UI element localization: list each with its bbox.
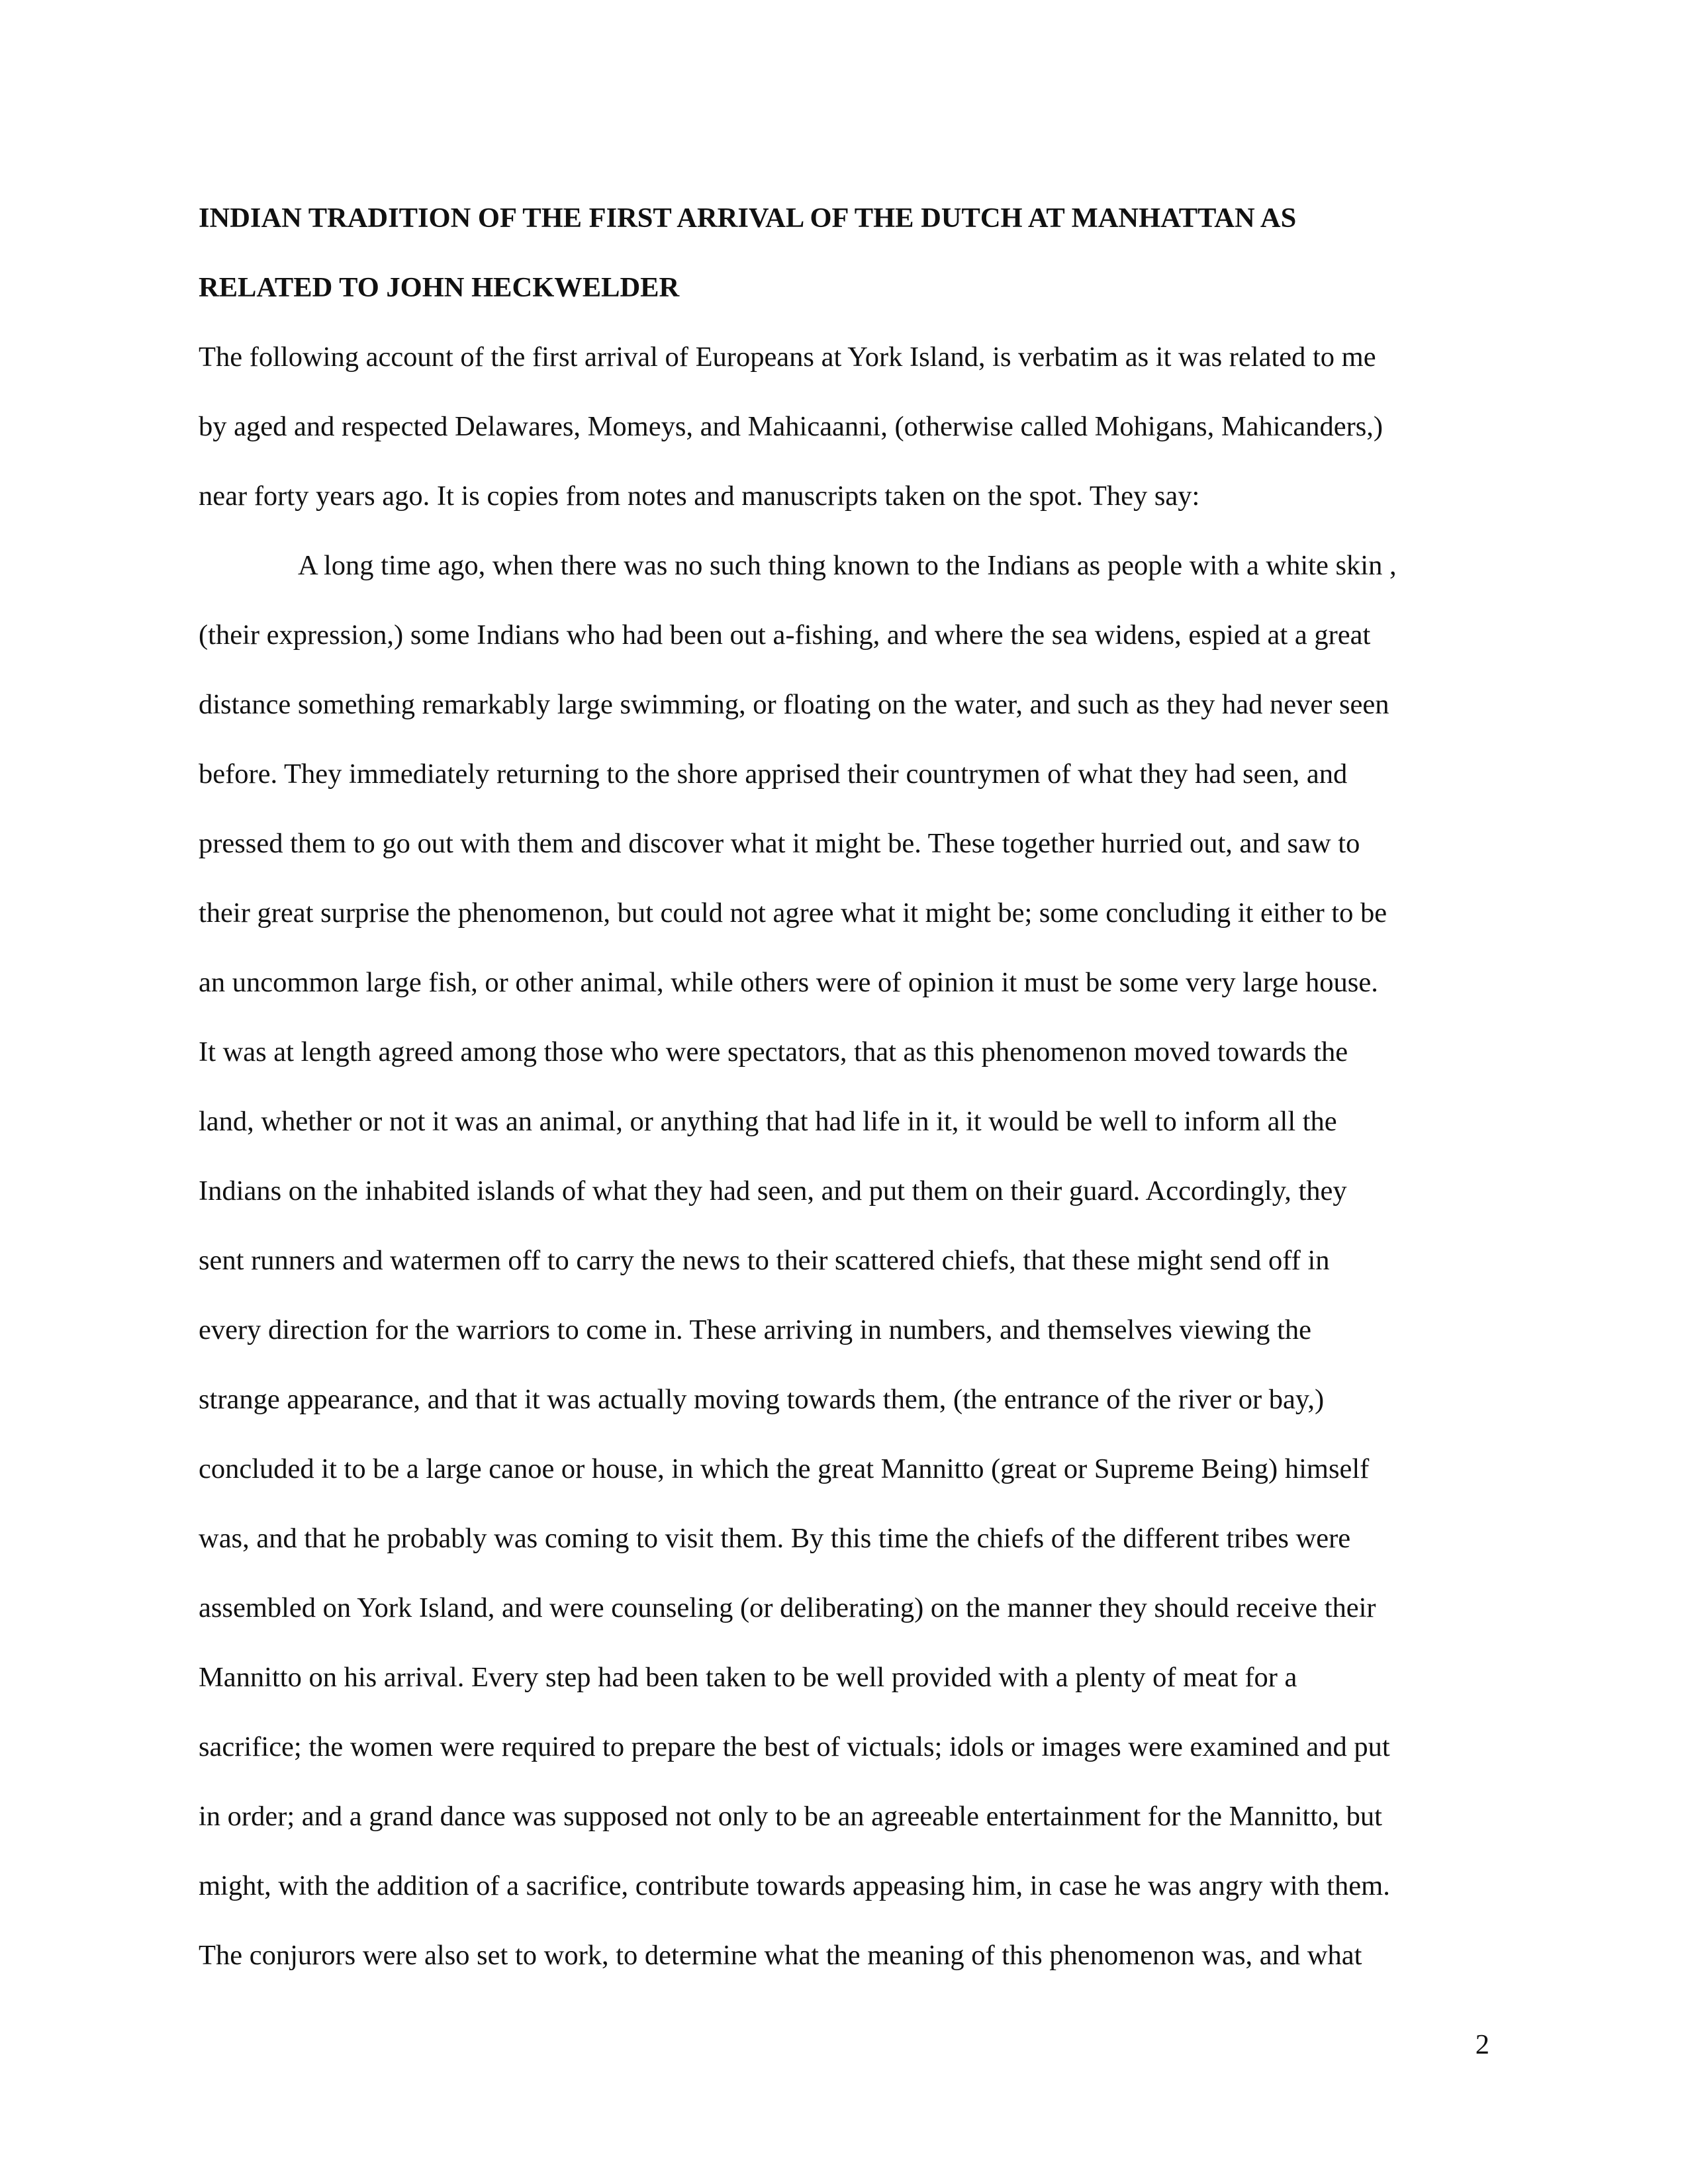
document-body xyxy=(199,197,1506,2004)
body-line: A long time ago, when there was no such thing known to the Indians as people with a white skin , xyxy=(298,550,1397,581)
body-line: sacrifice; the women were required to prepare the best of victuals; idols or images were examined and put xyxy=(199,1731,1390,1762)
body-line: sent runners and watermen off to carry the news to their scattered chiefs, that these might send off in xyxy=(199,1245,1330,1276)
body-line: The conjurors were also set to work, to determine what the meaning of this phenomenon was, and what xyxy=(199,1940,1362,1971)
page-number: 2 xyxy=(1475,2029,1489,2060)
title-line: INDIAN TRADITION OF THE FIRST ARRIVAL OF THE DUTCH AT MANHATTAN AS xyxy=(199,203,1297,234)
body-line: in order; and a grand dance was supposed not only to be an agreeable entertainment for the Mannitto, but xyxy=(199,1801,1382,1832)
intro-line: by aged and respected Delawares, Momeys, and Mahicaanni, (otherwise called Mohigans, Mahicanders,) xyxy=(199,411,1383,442)
body-line: Indians on the inhabited islands of what they had seen, and put them on their guard. Accordingly, they xyxy=(199,1175,1347,1206)
body-line: before. They immediately returning to the shore apprised their countrymen of what they had seen, and xyxy=(199,758,1348,790)
title-line: RELATED TO JOHN HECKWELDER xyxy=(199,272,680,303)
body-line: assembled on York Island, and were counseling (or deliberating) on the manner they should receive their xyxy=(199,1592,1376,1623)
body-line: was, and that he probably was coming to visit them. By this time the chiefs of the different tribes were xyxy=(199,1523,1351,1554)
body-line: strange appearance, and that it was actually moving towards them, (the entrance of the river or bay,) xyxy=(199,1384,1325,1415)
body-line: concluded it to be a large canoe or house, in which the great Mannitto (great or Supreme Being) himself xyxy=(199,1453,1370,1484)
intro-line: The following account of the first arrival of Europeans at York Island, is verbatim as it was related to me xyxy=(199,341,1376,373)
body-line: Mannitto on his arrival. Every step had been taken to be well provided with a plenty of meat for a xyxy=(199,1662,1297,1693)
body-line: land, whether or not it was an animal, or anything that had life in it, it would be well to inform all the xyxy=(199,1106,1337,1137)
body-line: It was at length agreed among those who were spectators, that as this phenomenon moved towards the xyxy=(199,1036,1348,1068)
body-line: distance something remarkably large swimming, or floating on the water, and such as they had never seen xyxy=(199,689,1389,720)
body-line: every direction for the warriors to come in. These arriving in numbers, and themselves viewing the xyxy=(199,1314,1312,1345)
body-line: might, with the addition of a sacrifice, contribute towards appeasing him, in case he was angry with them. xyxy=(199,1870,1390,1901)
body-line: their great surprise the phenomenon, but could not agree what it might be; some concluding it either to be xyxy=(199,897,1387,929)
intro-line: near forty years ago. It is copies from notes and manuscripts taken on the spot. They say: xyxy=(199,480,1200,512)
body-line: (their expression,) some Indians who had been out a-fishing, and where the sea widens, espied at a great xyxy=(199,619,1371,651)
body-line: an uncommon large fish, or other animal, while others were of opinion it must be some very large house. xyxy=(199,967,1378,998)
body-line: pressed them to go out with them and discover what it might be. These together hurried out, and saw to xyxy=(199,828,1360,859)
